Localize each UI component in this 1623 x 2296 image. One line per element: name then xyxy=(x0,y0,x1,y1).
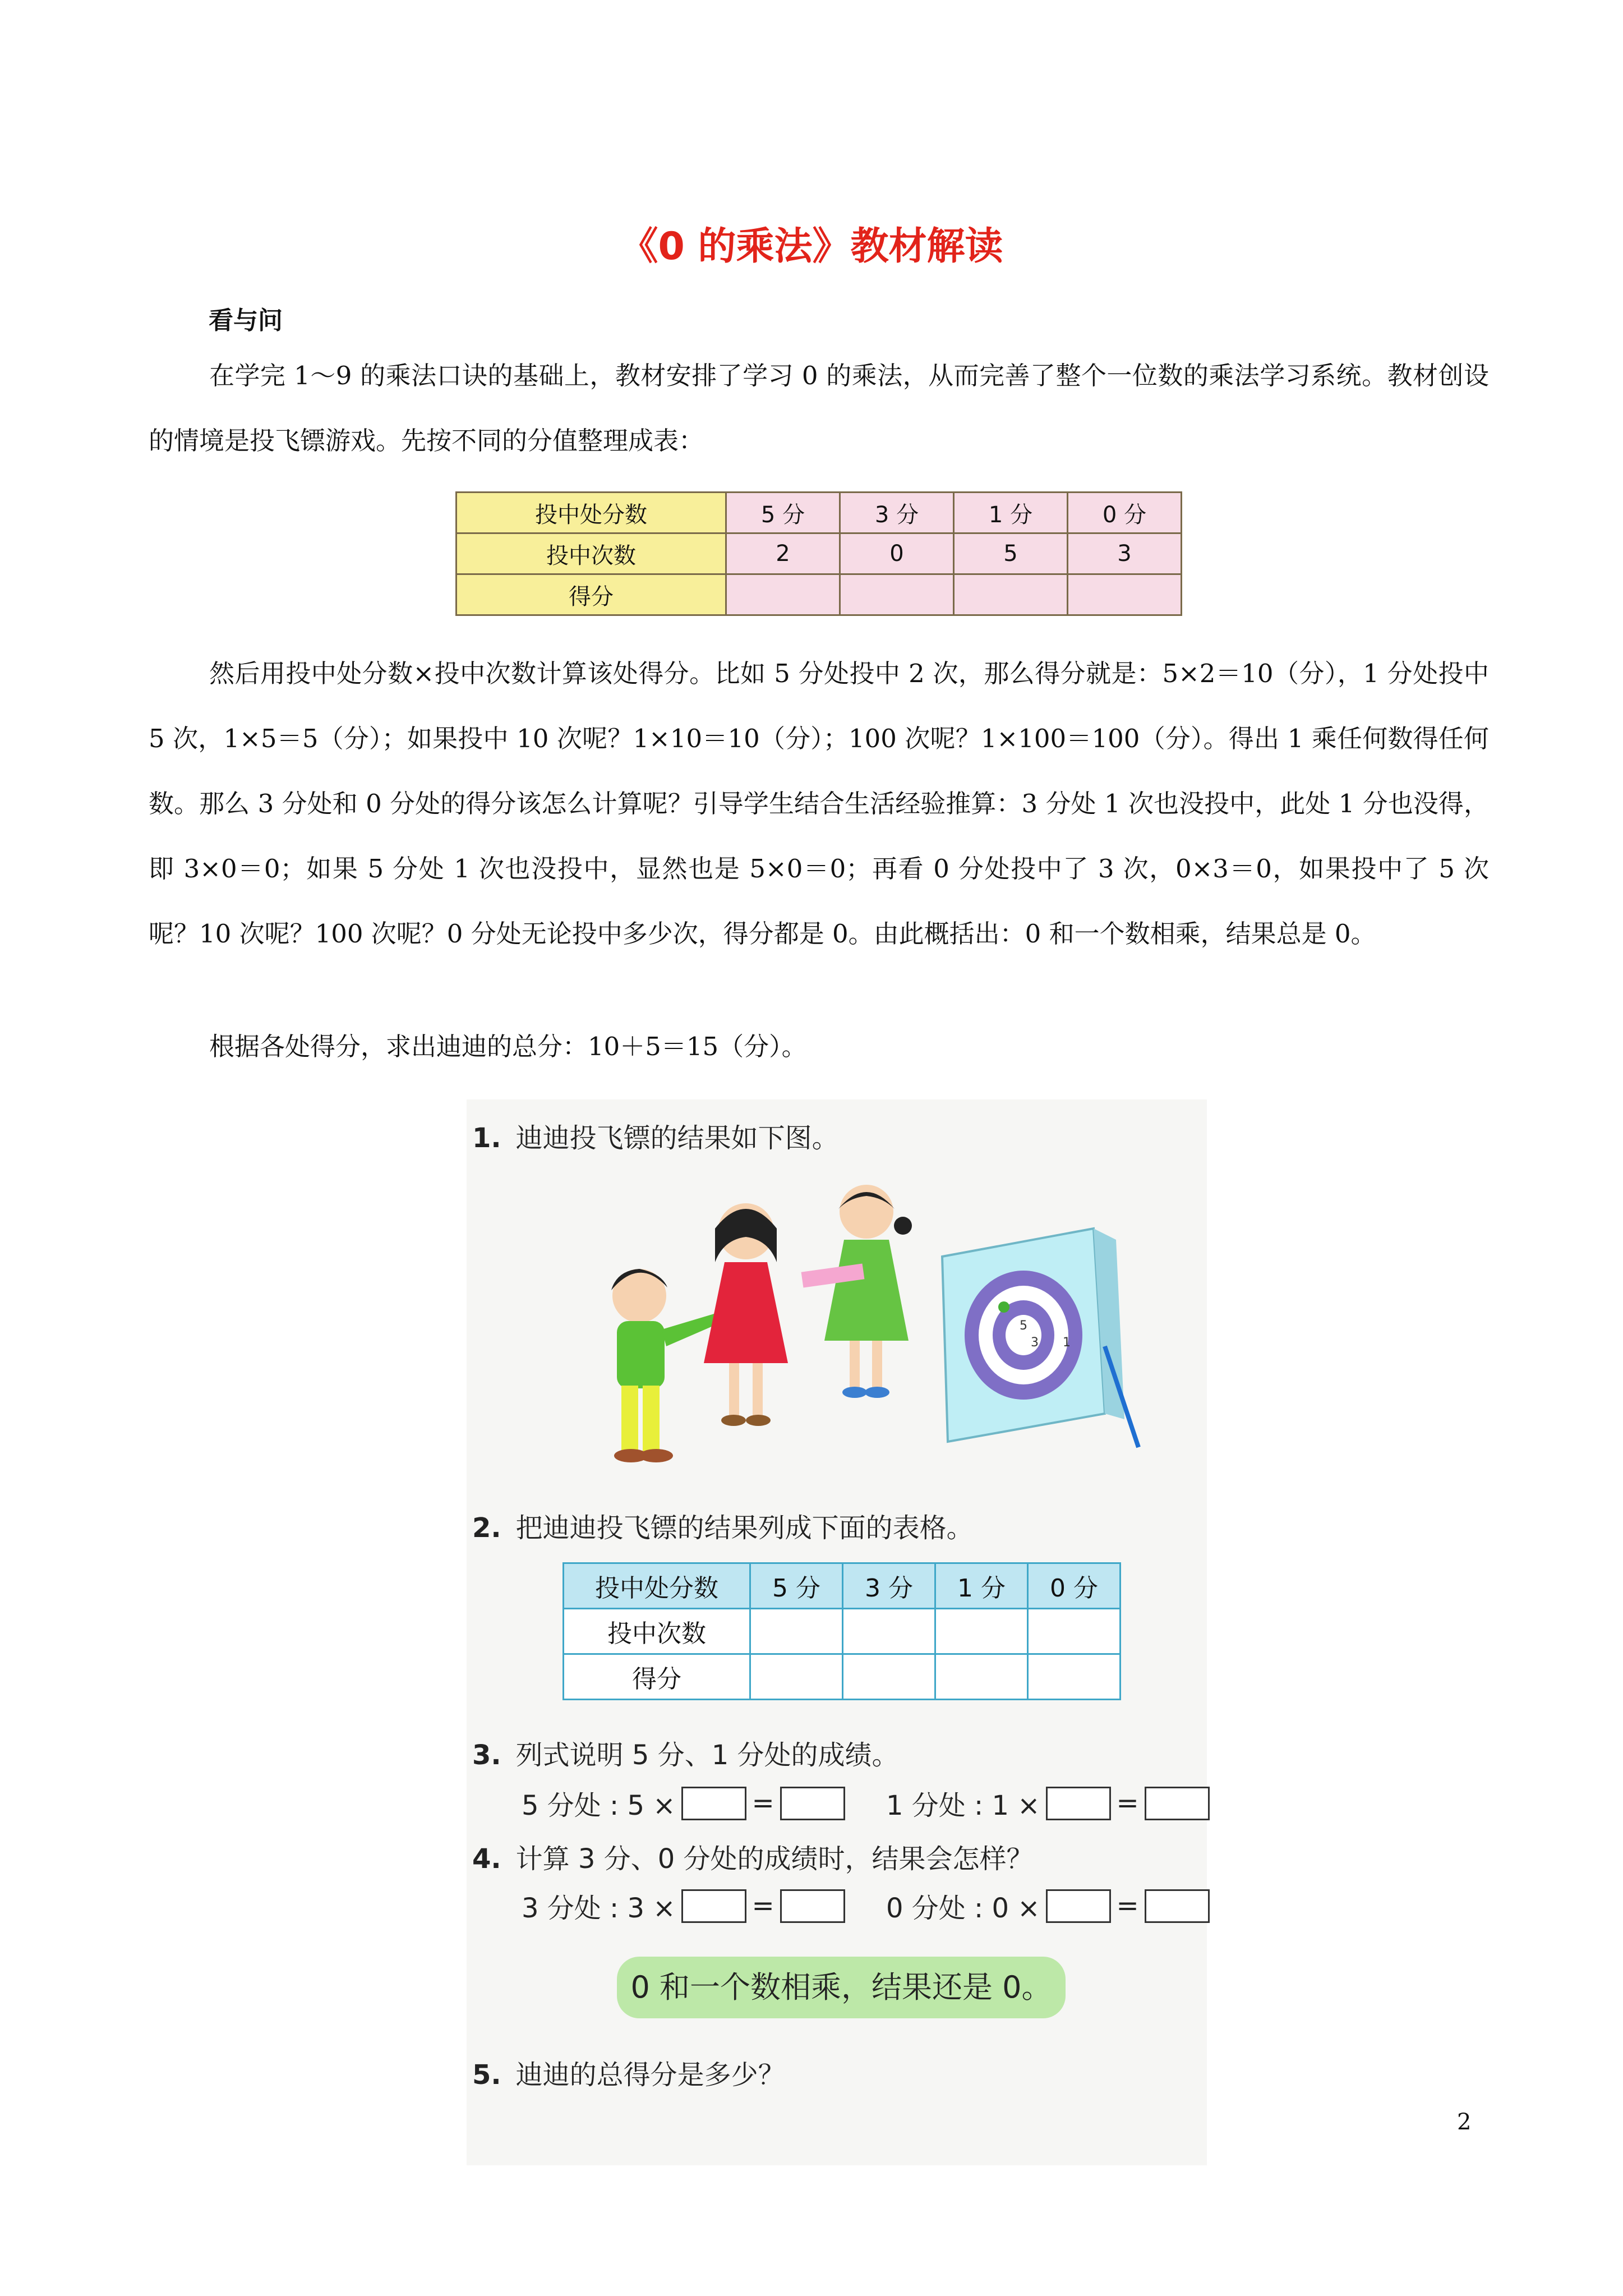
table-cell xyxy=(954,574,1068,615)
girl-green-figure xyxy=(801,1185,912,1398)
summary-banner: 0 和一个数相乘，结果还是 0。 xyxy=(617,1957,1066,2018)
step-text: 列式说明 5 分、1 分处的成绩。 xyxy=(515,1740,899,1771)
answer-box[interactable] xyxy=(1046,1787,1111,1820)
answer-box[interactable] xyxy=(1145,1889,1210,1923)
table-row xyxy=(564,1654,1121,1700)
step-text: 计算 3 分、0 分处的成绩时，结果会怎样？ xyxy=(515,1843,1034,1875)
step-4 xyxy=(472,1837,1034,1876)
table-cell xyxy=(843,1609,935,1654)
table-cell: 1 分 xyxy=(954,493,1068,533)
step-1 xyxy=(472,1116,839,1155)
answer-box[interactable] xyxy=(681,1787,746,1820)
answer-box[interactable] xyxy=(1046,1889,1111,1923)
table-cell: 3 分 xyxy=(840,493,954,533)
answer-box[interactable] xyxy=(780,1787,845,1820)
boy-figure xyxy=(611,1269,721,1462)
step-number: 1. xyxy=(472,1122,501,1154)
table-cell xyxy=(750,1654,843,1700)
page-title: 《0 的乘法》教材解读 xyxy=(620,224,1003,269)
page-number: 2 xyxy=(1457,2109,1472,2135)
board-label: 5 xyxy=(1020,1319,1027,1333)
step-3 xyxy=(472,1733,899,1772)
answer-box[interactable] xyxy=(681,1889,746,1923)
table-cell xyxy=(1028,1654,1121,1700)
table-cell: 0 分 xyxy=(1028,1563,1121,1609)
table-cell: 1 分 xyxy=(935,1563,1028,1609)
row-label: 投中处分数 xyxy=(564,1563,750,1609)
step-2 xyxy=(472,1506,974,1545)
row-label: 投中次数 xyxy=(564,1609,750,1654)
table-row xyxy=(457,533,1182,574)
darts-illustration xyxy=(578,1178,1144,1481)
equals-sign: = xyxy=(751,1787,774,1819)
table-cell xyxy=(1068,574,1182,615)
step-number: 4. xyxy=(472,1843,501,1875)
score-table-filled xyxy=(455,491,1182,616)
step-text: 迪迪的总得分是多少？ xyxy=(515,2059,785,2091)
equation-0-points xyxy=(886,1887,1215,1925)
board-label: 3 xyxy=(1031,1336,1039,1350)
equals-sign: = xyxy=(1116,1890,1139,1922)
table-cell: 5 分 xyxy=(750,1563,843,1609)
paragraph-explanation: 然后用投中处分数×投中次数计算该处得分。比如 5 分处投中 2 次，那么得分就是：5×2＝10（分），1 分处投中 5 次，1×5＝5（分）；如果投中 10 次呢？1×10＝10（分）；100 次呢？1×100＝100（分）。得出 1 乘任何数得任何数。那么 3 分处和 0 分处的得分该怎么计算呢？引导学生结合生活经验推算：3 分处 1 次也没投中，此处 1 分也没得，即 3×0＝0；如果 5 分处 1 次也没投中，显然也是 5×0＝0；再看 0 分处投中了 3 次，0×3＝0，如果投中了 5 次呢？10 次呢？100 次呢？0 分处无论投中多少次，得分都是 0。由此概括出：0 和一个数相乘，结果总是 0。 xyxy=(149,659,1489,949)
board-label: 1 xyxy=(1063,1336,1071,1350)
score-table-blank xyxy=(562,1562,1121,1700)
table-cell xyxy=(935,1654,1028,1700)
equals-sign: = xyxy=(1116,1787,1139,1819)
equation-label: 5 分处 : 5 × xyxy=(522,1790,676,1821)
table-cell: 2 xyxy=(726,533,840,574)
answer-box[interactable] xyxy=(1145,1787,1210,1820)
table-cell xyxy=(843,1654,935,1700)
table-row xyxy=(457,493,1182,533)
equation-3-points xyxy=(522,1887,851,1925)
dartboard xyxy=(942,1228,1138,1447)
step-number: 3. xyxy=(472,1740,501,1771)
table-cell: 0 xyxy=(840,533,954,574)
table-row xyxy=(564,1563,1121,1609)
row-label: 得分 xyxy=(457,574,726,615)
equals-sign: = xyxy=(751,1890,774,1922)
equation-5-points xyxy=(522,1784,851,1823)
equation-label: 0 分处 : 0 × xyxy=(886,1893,1040,1924)
row-label: 得分 xyxy=(564,1654,750,1700)
step-number: 2. xyxy=(472,1512,501,1544)
table-cell xyxy=(1028,1609,1121,1654)
row-label: 投中次数 xyxy=(457,533,726,574)
table-cell xyxy=(726,574,840,615)
girl-red-figure xyxy=(704,1203,788,1426)
row-label: 投中处分数 xyxy=(457,493,726,533)
step-number: 5. xyxy=(472,2059,501,2091)
table-cell xyxy=(840,574,954,615)
equation-1-point xyxy=(886,1784,1215,1823)
answer-box[interactable] xyxy=(780,1889,845,1923)
table-cell xyxy=(935,1609,1028,1654)
step-text: 迪迪投飞镖的结果如下图。 xyxy=(515,1122,839,1154)
paragraph-total: 根据各处得分，求出迪迪的总分：10＋5＝15（分）。 xyxy=(209,1032,807,1061)
table-row xyxy=(564,1609,1121,1654)
table-row xyxy=(457,574,1182,615)
table-cell: 5 xyxy=(954,533,1068,574)
table-cell xyxy=(750,1609,843,1654)
table-cell: 3 xyxy=(1068,533,1182,574)
equation-label: 1 分处 : 1 × xyxy=(886,1790,1040,1821)
equation-label: 3 分处 : 3 × xyxy=(522,1893,676,1924)
table-cell: 3 分 xyxy=(843,1563,935,1609)
table-cell: 0 分 xyxy=(1068,493,1182,533)
step-text: 把迪迪投飞镖的结果列成下面的表格。 xyxy=(515,1512,974,1544)
section-heading: 看与问 xyxy=(209,306,283,335)
table-cell: 5 分 xyxy=(726,493,840,533)
step-5 xyxy=(472,2053,785,2092)
paragraph-intro: 在学完 1～9 的乘法口诀的基础上，教材安排了学习 0 的乘法，从而完善了整个一位数的乘法学习系统。教材创设的情境是投飞镖游戏。先按不同的分值整理成表： xyxy=(149,361,1489,455)
